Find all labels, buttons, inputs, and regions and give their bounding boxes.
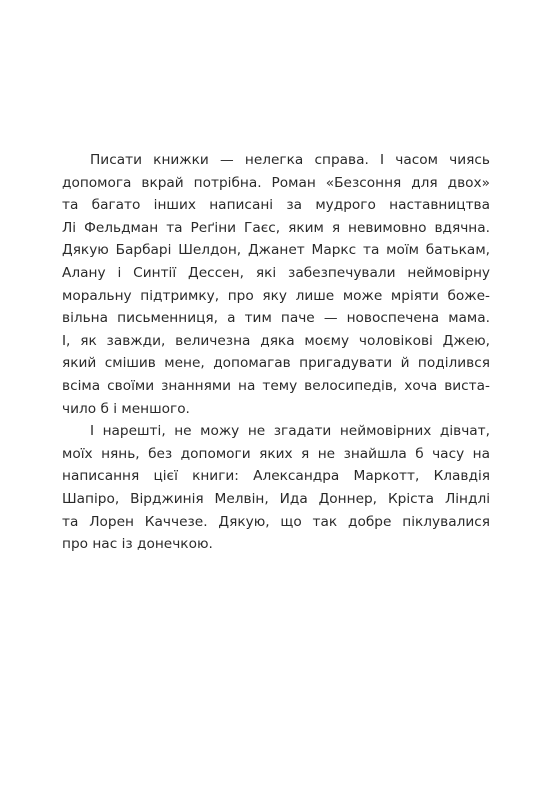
- text-line: який смішив мене, допомагав пригадувати й поділився: [62, 355, 490, 372]
- text-line: І нарешті, не можу не згадати неймовірних дівчат,: [90, 423, 490, 440]
- text-line: та багато інших написані за мудрого наставництва: [62, 197, 490, 214]
- text-line: всіма своїми знаннями на тему велосипедів, хоча вистa-: [62, 377, 490, 394]
- paragraph-1: [62, 149, 490, 420]
- text-line: допомога вкрай потрібна. Роман «Безсоння для двох»: [62, 174, 490, 191]
- text-line: Шапіро, Вірджинія Мелвін, Ида Доннер, Кріста Ліндлі: [62, 490, 490, 507]
- text-line: чило б і меншого.: [62, 400, 190, 417]
- text-line: Лі Фельдман та Реґіни Гаєс, яким я невимовно вдячна.: [62, 219, 490, 236]
- text-line: та Лорен Каччезе. Дякую, що так добре піклувалися: [62, 513, 490, 530]
- text-line: Писати книжки — нелегка справа. І часом чиясь: [90, 152, 490, 168]
- text-line: Дякую Барбарі Шелдон, Джанет Маркс та моїм батькам,: [62, 242, 490, 259]
- text-line: І, як завжди, величезна дяка моєму чоловікові Джею,: [62, 332, 490, 349]
- acknowledgements-text: [62, 149, 490, 556]
- text-line: Алану і Синтії Дессен, які забезпечували неймовірну: [62, 264, 490, 281]
- text-line: моральну підтримку, про яку лише може мріяти боже-: [62, 287, 490, 304]
- text-line: моїх нянь, без допомоги яких я не знайшла б часу на: [62, 445, 490, 462]
- text-line: вільна письменниця, а тим паче — новоспечена мама.: [62, 310, 490, 327]
- paragraph-2: [62, 420, 490, 556]
- text-line: про нас із донечкою.: [62, 536, 213, 553]
- text-line: написання цієї книги: Александра Маркотт, Клавдія: [62, 468, 490, 485]
